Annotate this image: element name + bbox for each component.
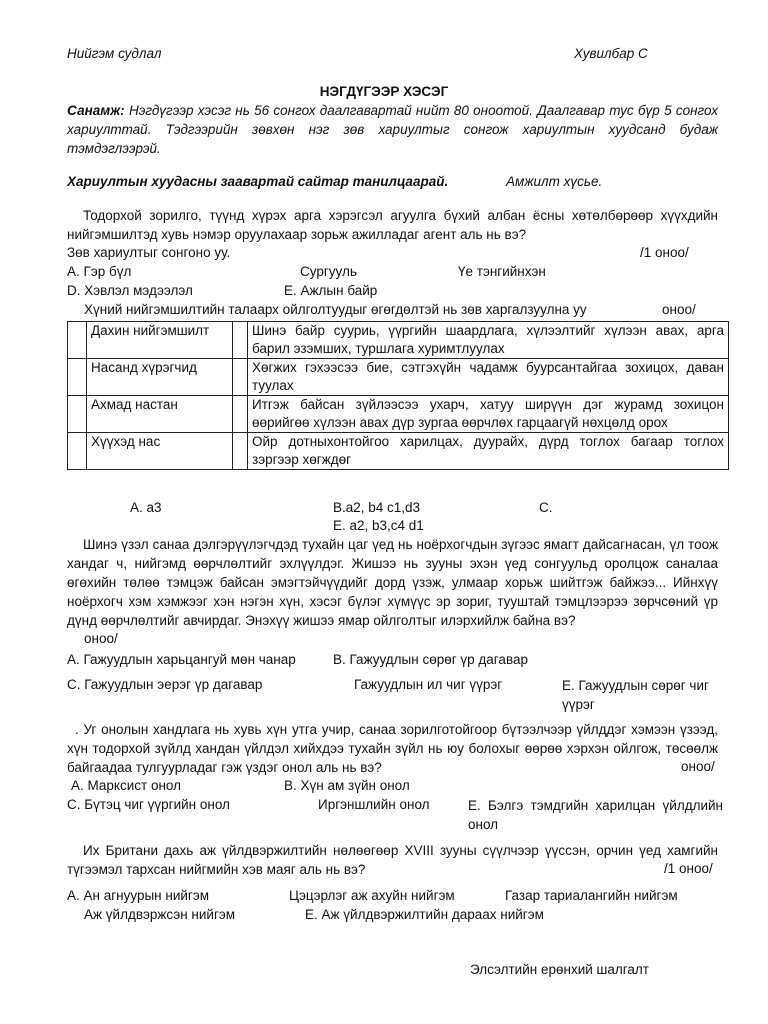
q4-text: . Уг онолын хандлага нь хувь хүн утга учир, санаа зорилготойгоор бүтээлчээр үйлддэг хэмээн үзээд, хүн тодорхой зүйлд хандан үйлдэл хийхдээ тухайн зүйл нь юу болохыг өөрөө хэрхэн ойлгож, төсөөлж байгаадаа тулгуурладаг гэж үздэг онол аль нь вэ?: [67, 722, 718, 775]
q5-text: Их Британи дахь аж үйлдвэржилтийн нөлөөгөөр XVIII зууны сүүлчээр үүссэн, орчин үед хамгийн түгээмэл тархсан нийгмийн хэв маяг аль нь вэ?: [67, 843, 718, 877]
q4-option-a: А. Марксист онол: [71, 778, 182, 793]
q5-option-e: Е. Аж үйлдвэржилтийн дараах нийгэм: [305, 907, 544, 922]
table-row: [68, 359, 729, 396]
footer-text: Элсэлтийн ерөнхий шалгалт: [470, 962, 649, 977]
variant-header: Хувилбар С: [574, 46, 648, 61]
q5-points: /1 оноо/: [664, 861, 713, 876]
note-paragraph: [67, 101, 718, 158]
q3-option-e: Е. Гажуудлын сөрөг чиг үүрэг: [562, 678, 709, 712]
concept-match-table: [67, 321, 729, 470]
q1-option-d: D. Хэвлэл мэдээлэл: [67, 283, 193, 298]
instruction-wish: Амжилт хүсье.: [506, 174, 603, 189]
q2-option-e: Е. а2, b3,c4 d1: [333, 518, 424, 533]
note-text: Нэгдүгээр хэсэг нь 56 сонгох даалгавартай нийт 80 оноотой. Даалгавар тус бүр 5 сонгох хариулттай. Тэдгээрийн зөвхөн нэг зөв хариултыг сонгож хариултын хуудсанд будаж тэмдэглээрэй.: [67, 103, 718, 156]
table-row: [68, 433, 729, 470]
q2-option-c: С.: [539, 500, 553, 515]
q5-option-d: Аж үйлдвэржсэн нийгэм: [84, 907, 236, 922]
note-label: Санамж:: [67, 103, 125, 118]
table-row: [68, 322, 729, 359]
q1-option-e: Е. Ажлын байр: [284, 283, 378, 298]
q4-points: оноо/: [681, 759, 715, 774]
term-cell: Насанд хүрэгчид: [87, 359, 233, 396]
q4-option-e: Е. Бэлгэ тэмдгийн харилцан үйлдлийн онол: [468, 798, 723, 832]
section-title: НЭГДҮГЭЭР ХЭСЭГ: [319, 84, 449, 99]
q3-points: оноо/: [84, 631, 118, 646]
q3-option-d: Гажуудлын ил чиг үүрэг: [354, 677, 503, 692]
q3-option-a: А. Гажуудлын харьцангуй мөн чанар: [67, 652, 296, 667]
q1-option-c: Үе тэнгийнхэн: [458, 264, 546, 279]
q2-text: Хүний нийгэмшилтийн талаарх ойлголтуудыг өгөгдөлтэй нь зөв харгалзуулна уу: [84, 302, 587, 317]
q3-option-c: С. Гажуудлын эерэг үр дагавар: [67, 677, 263, 692]
term-cell: Хүүхэд нас: [87, 433, 233, 470]
q1-text: Тодорхой зорилго, түүнд хүрэх арга хэрэгсэл агуулга бүхий албан ёсны хөтөлбөрөөр хүүхдийн нийгэмшилтэд хувь нэмэр оруулахаар зорьж ажилладаг агент аль нь вэ?: [67, 208, 718, 242]
q4-option-c: С. Бүтэц чиг үүргийн онол: [67, 797, 230, 812]
q1-points: /1 оноо/: [640, 245, 689, 260]
q2-points: оноо/: [662, 302, 696, 317]
q4-option-d: Иргэншлийн онол: [318, 797, 430, 812]
subject-header: Нийгэм судлал: [67, 46, 162, 61]
q1-option-a: А. Гэр бүл: [67, 264, 132, 279]
instruction-bold: Хариултын хуудасны заавартай сайтар танилцаарай.: [67, 174, 449, 189]
term-cell: Ахмад настан: [87, 396, 233, 433]
q5-option-a: А. Ан агнуурын нийгэм: [67, 888, 210, 903]
q3-text: Шинэ үзэл санаа дэлгэрүүлэгчдэд тухайн цаг үед нь ноёрхогчдын зүгээс ямагт дайсагнасан, үл тоож хандаг ч, нийгэмд өөрчлөлтийг эхлүүлдэг. Жишээ нь зууны эхэн үед сонгуульд оролцож саналаа өгөхийн төлөө тэмцэж байсан эмэгтэйчүүдийг дорд үзэж, улмаар хорьж шийтгэж байжээ... Ийнхүү ноёрхогч хэм хэмжээг хэн нэгэн хүн, хэсэг бүлэг хүмүүс эр зориг, тууштай тэмцлээрээ зөрчсөний үр дүнд өөрчлөлтийг авчирдаг. Энэхүү жишээ ямар ойлголтыг илэрхийлж байна вэ?: [67, 537, 718, 628]
q2-option-b: B.a2, b4 c1,d3: [333, 500, 421, 515]
q5-option-b: Цэцэрлэг аж ахуйн нийгэм: [289, 888, 455, 903]
description-cell: Итгэж байсан зүйлээсээ ухарч, хатуу ширүүн дэг журамд зохицон өөрийгөө хүлээн авах дүр зургаа өөрчлөх гарцаагүй нөхцөлд орох: [248, 396, 729, 433]
table-row: [68, 396, 729, 433]
q5-option-c: Газар тариалангийн нийгэм: [505, 888, 678, 903]
description-cell: Хөгжих гэхээсээ бие, сэтгэхүйн чадамж буурсантайгаа зохицох, даван туулах: [248, 359, 729, 396]
q3-option-b: B. Гажуудлын сөрөг үр дагавар: [333, 652, 528, 667]
q1-instruction: Зөв хариултыг сонгоно уу.: [67, 245, 231, 260]
q4-option-b: B. Хүн ам зүйн онол: [284, 778, 410, 793]
q2-option-a: А. а3: [130, 500, 162, 515]
q1-option-b: Сургууль: [300, 264, 357, 279]
description-cell: Ойр дотныхонтойгоо харилцах, дуурайх, дүрд тоглох багаар тоглох зэргээр хөгждөг: [248, 433, 729, 470]
description-cell: Шинэ байр сууриь, үүргийн шаардлага, хүлээлтийг хүлээн авах, арга барил эзэмших, туршлага хуримтлуулах: [248, 322, 729, 359]
term-cell: Дахин нийгэмшилт: [87, 322, 233, 359]
